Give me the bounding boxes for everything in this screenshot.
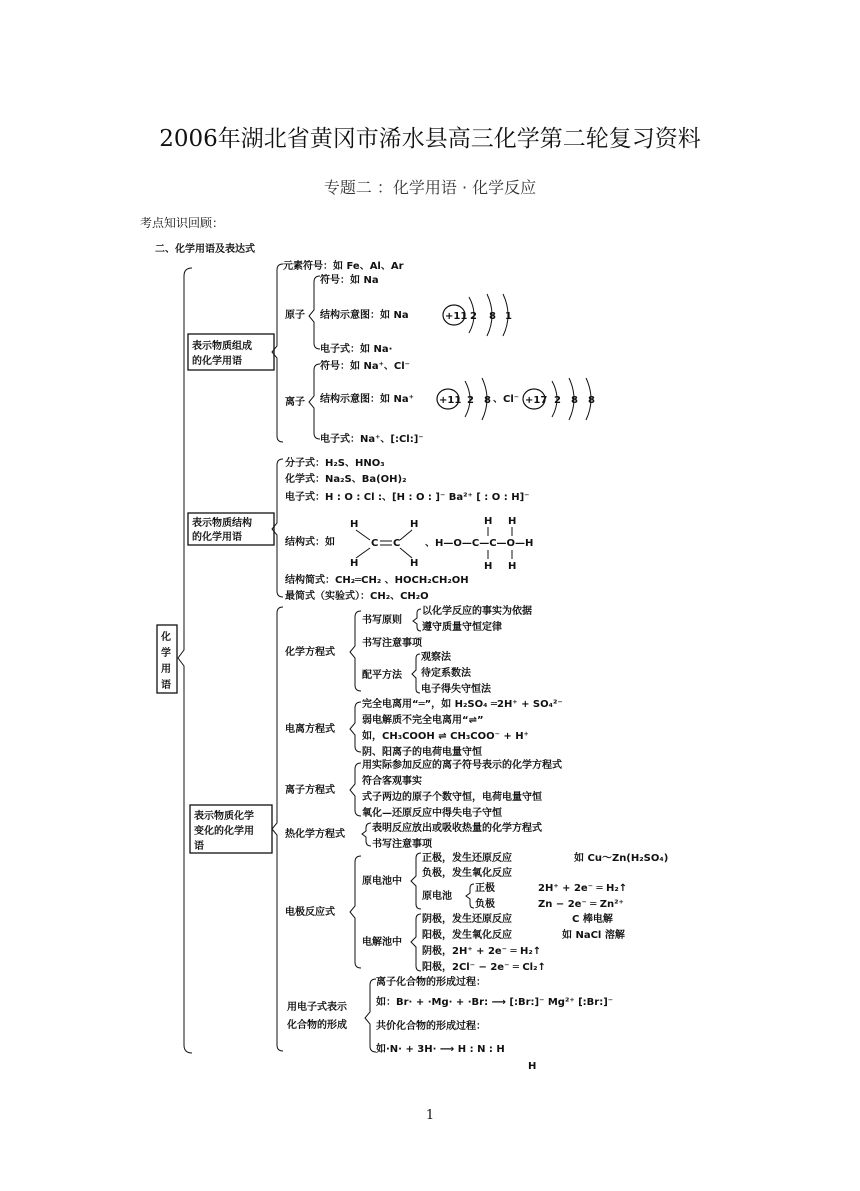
ethanol-h: H [484, 516, 493, 527]
ethanol-chain: 、H—O—C—C—O—H [425, 538, 534, 549]
group2-label: 的化学用语 [192, 532, 242, 543]
group1-label: 的化学用语 [192, 356, 242, 367]
formation-brace [365, 979, 376, 1052]
element-symbol-item: 元素符号：如 Fe、Al、Ar [283, 261, 404, 272]
chem-equation-brace [350, 611, 361, 691]
formation-item: 共价化合物的形成过程： [376, 1021, 486, 1032]
group1-label: 表示物质组成 [192, 341, 252, 352]
review-label: 考点知识回顾： [140, 216, 225, 230]
ionic-eq-item: 式子两边的原子个数守恒，电荷电量守恒 [362, 792, 542, 803]
thermo-eq-item: 书写注意事项 [372, 839, 432, 850]
root-char: 化 [161, 632, 171, 643]
shell-count: 2 [467, 395, 474, 406]
ionization-label: 电离方程式 [285, 724, 335, 735]
cl-ion-label: 、Cl⁻ [493, 394, 520, 405]
electrode-label: 电极反应式 [285, 907, 335, 918]
ionization-brace [350, 702, 361, 752]
atom-symbol-item: 符号：如 Na [320, 275, 379, 286]
empirical-formula-item: 最简式（实验式）：CH₂、CH₂O [285, 591, 429, 602]
document-subtitle: 专题二 ：化学用语 · 化学反应 [323, 178, 537, 197]
shell-count: 2 [554, 395, 561, 406]
principle-label: 书写原则 [362, 615, 402, 626]
electrolytic-item: 阳极，发生氧化反应 [422, 930, 512, 941]
ion-electron-item: 电子式：Na⁺、[:Cl:]⁻ [320, 434, 424, 445]
ionization-item: 阴、阳离子的电荷电量守恒 [362, 747, 482, 758]
page-number: 1 [425, 1108, 435, 1123]
galvanic-label: 原电池中 [362, 876, 402, 887]
electrolytic-item: 阴极，发生还原反应 [422, 914, 512, 925]
electrolytic-label: 电解池中 [362, 937, 402, 948]
ethylene-atom: H [410, 519, 419, 530]
ion-brace [309, 364, 320, 439]
atom-electron-item: 电子式：如 Na· [320, 344, 393, 355]
thermo-eq-item: 表明反应放出或吸收热量的化学方程式 [372, 823, 542, 834]
galvanic-item: 负极，发生氧化反应 [422, 868, 512, 879]
shell-count: 8 [571, 395, 578, 406]
galvanic-sub-item: 负极 [475, 899, 495, 910]
ethylene-atom: H [350, 558, 359, 569]
galvanic-item: 正极，发生还原反应 [422, 853, 512, 864]
electrolytic-eq: 阳极，2Cl⁻ − 2e⁻ ═ Cl₂↑ [422, 962, 546, 973]
balance-label: 配平方法 [362, 670, 402, 681]
ethanol-h: H [508, 516, 517, 527]
thermo-eq-label: 热化学方程式 [285, 829, 345, 840]
chemical-formula-item: 化学式：Na₂S、Ba(OH)₂ [285, 474, 407, 485]
ionization-item: 完全电离用“═”，如 H₂SO₄ ═2H⁺ + SO₄²⁻ [362, 699, 563, 710]
electrolytic-eq: 阴极，2H⁺ + 2e⁻ ═ H₂↑ [422, 946, 542, 957]
document-title: 2006年湖北省黄冈市浠水县高三化学第二轮复习资料 [159, 126, 701, 152]
electrolytic-note: 如 NaCl 溶解 [562, 930, 625, 941]
galvanic-sub-item: 正极 [475, 883, 495, 894]
electron-formula-item: 电子式：H : O : Cl :、[H : O : ]⁻ Ba²⁺ [ : O : H]⁻ [285, 492, 530, 503]
galvanic-brace [411, 853, 421, 909]
group3-label: 表示物质化学 [194, 811, 254, 822]
shell-count: 2 [470, 311, 477, 322]
ethylene-atom: C [371, 538, 379, 549]
nucleus-charge: +17 [525, 395, 548, 406]
ion-label: 离子 [285, 397, 305, 408]
ionic-eq-item: 氧化—还原反应中得失电子守恒 [362, 808, 502, 819]
group3-brace [272, 607, 283, 1051]
ionic-eq-brace [350, 763, 361, 816]
ethanol-h: H [508, 561, 517, 572]
ionic-eq-item: 用实际参加反应的离子符号表示的化学方程式 [362, 760, 562, 771]
atom-label: 原子 [285, 310, 305, 321]
electrode-brace [350, 856, 361, 968]
galvanic-example: 如 Cu～Zn(H₂SO₄) [574, 853, 669, 864]
root-char: 学 [161, 648, 171, 659]
formation-equation: 如：Br· + ·Mg· + ·Br: ⟶ [:Br:]⁻ Mg²⁺ [:Br:]⁻ [376, 997, 614, 1008]
condensed-formula-item: 结构简式：CH₂═CH₂ 、HOCH₂CH₂OH [285, 575, 469, 586]
ethylene-atom: C [393, 538, 401, 549]
section-heading: 二、化学用语及表达式 [155, 244, 255, 255]
formation-equation: 如·N· + 3H· ⟶ H : N : H [376, 1044, 505, 1055]
balance-method: 观察法 [421, 652, 451, 663]
group3-label: 语 [194, 841, 204, 852]
galvanic-sub-eq: Zn − 2e⁻ ═ Zn²⁺ [538, 899, 624, 910]
ion-structure-item: 结构示意图：如 Na⁺ [320, 394, 414, 405]
ionic-eq-label: 离子方程式 [285, 785, 335, 796]
galvanic-sub-eq: 2H⁺ + 2e⁻ ═ H₂↑ [538, 883, 628, 894]
formation-h-atom: H [528, 1061, 537, 1072]
nucleus-charge: +11 [439, 395, 462, 406]
balance-method: 待定系数法 [421, 668, 471, 679]
thermo-eq-brace [362, 823, 371, 846]
atom-structure-item: 结构示意图：如 Na [320, 310, 409, 321]
molecular-formula-item: 分子式：H₂S、HNO₃ [285, 458, 385, 469]
ion-symbol-item: 符号：如 Na⁺、Cl⁻ [320, 361, 410, 372]
nucleus-charge: +11 [445, 311, 468, 322]
ethylene-atom: H [350, 519, 359, 530]
ethylene-bonds [356, 530, 412, 558]
shell-count: 8 [588, 395, 595, 406]
balance-brace [412, 654, 420, 693]
ethylene-atom: H [410, 558, 419, 569]
main-brace [178, 268, 192, 1053]
chem-equation-label: 化学方程式 [285, 647, 335, 658]
ionic-eq-item: 符合客观事实 [362, 776, 422, 787]
group3-label: 变化的化学用 [194, 826, 254, 837]
shell-count: 8 [484, 395, 491, 406]
structural-formula-item: 结构式：如 [285, 537, 335, 548]
principle-item: 遵守质量守恒定律 [422, 622, 502, 633]
shell-count: 1 [505, 311, 512, 322]
ionization-item: 如，CH₃COOH ⇌ CH₃COO⁻ + H⁺ [362, 731, 529, 742]
galvanic-sub-label: 原电池 [422, 891, 452, 902]
formation-label: 用电子式表示 [287, 1002, 347, 1013]
atom-brace [309, 276, 320, 349]
electrolytic-brace [411, 914, 421, 971]
formation-label: 化合物的形成 [287, 1020, 347, 1031]
principle-brace [413, 609, 421, 631]
group2-label: 表示物质结构 [192, 518, 252, 529]
shell-count: 8 [489, 311, 496, 322]
root-char: 语 [161, 680, 171, 691]
principle-item: 以化学反应的事实为依据 [422, 606, 532, 617]
ionization-item: 弱电解质不完全电离用“⇌” [362, 715, 484, 726]
notes-item: 书写注意事项 [362, 638, 422, 649]
ethanol-h: H [484, 561, 493, 572]
root-char: 用 [161, 664, 171, 675]
formation-item: 离子化合物的形成过程： [376, 977, 486, 988]
electrolytic-note: C 棒电解 [572, 914, 613, 925]
balance-method: 电子得失守恒法 [421, 684, 491, 695]
galvanic-sub-brace [466, 884, 474, 908]
